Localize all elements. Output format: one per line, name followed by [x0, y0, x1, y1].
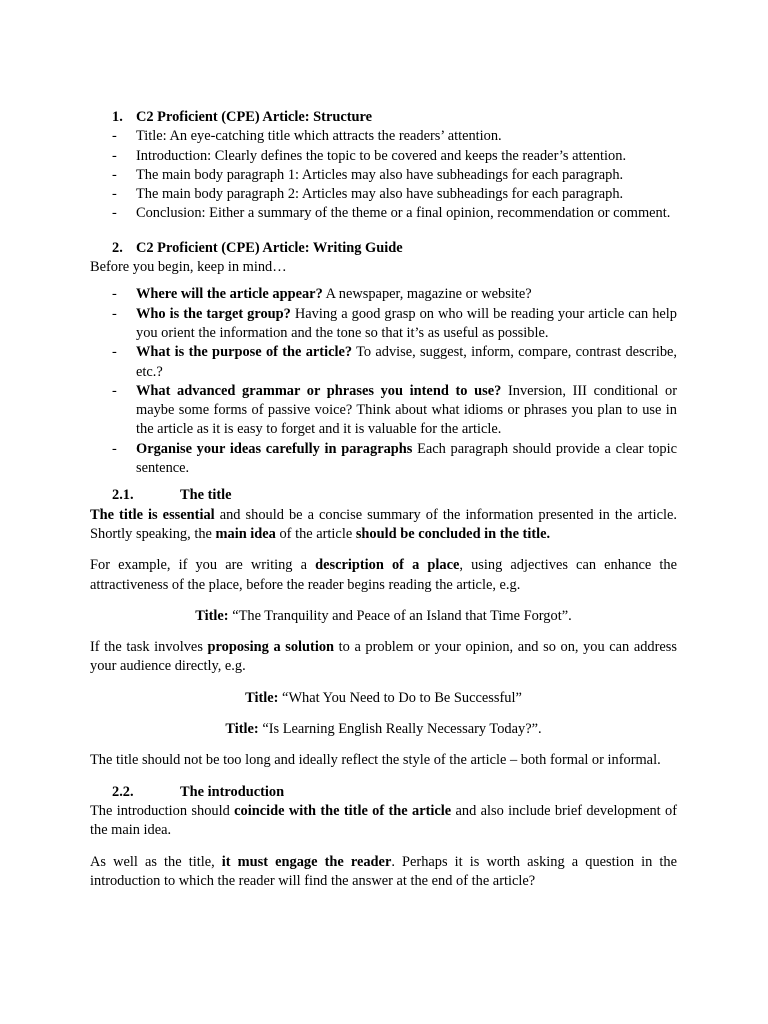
bullet: -: [112, 382, 117, 399]
structure-list: [90, 127, 677, 223]
list-item: - Where will the article appear? A newspaper, magazine or website?: [90, 285, 677, 304]
example-title: Title: “What You Need to Do to Be Successful”: [245, 689, 522, 706]
list-item: - Organise your ideas carefully in paragraphs Each paragraph should provide a clear topic sentence.: [90, 440, 677, 479]
subsection-number: 2.2.: [112, 783, 134, 800]
list-item: - What advanced grammar or phrases you intend to use? Inversion, III conditional or maybe some forms of passive voice? Think about what idioms or phrases you plan to use in the article as it is easy to forget and it is valuable for the article.: [90, 382, 677, 440]
section-title: C2 Proficient (CPE) Article: Structure: [136, 109, 373, 125]
list-item: - The main body paragraph 1: Articles may also have subheadings for each paragraph.: [90, 166, 677, 185]
bullet: -: [112, 440, 117, 457]
paragraph: As well as the title, it must engage the reader. Perhaps it is worth asking a question in the introduction to which the reader will find the answer at the end of the article?: [90, 853, 677, 889]
writing-guide-list: [90, 285, 677, 478]
list-item: - The main body paragraph 2: Articles may also have subheadings for each paragraph.: [90, 185, 677, 204]
bullet: -: [112, 344, 117, 361]
paragraph: For example, if you are writing a description of a place, using adjectives can enhance the attractiveness of the place, before the reader begins reading the article, e.g.: [90, 557, 677, 593]
list-item: - Conclusion: Either a summary of the theme or a final opinion, recommendation or comment.: [90, 204, 677, 223]
subsection-title: The introduction: [180, 783, 285, 800]
section-intro: Before you begin, keep in mind…: [90, 259, 287, 276]
subsection-title: The title: [180, 487, 232, 504]
list-item: - What is the purpose of the article? To advise, suggest, inform, compare, contrast describe, etc.?: [90, 343, 677, 382]
bullet: -: [112, 166, 117, 183]
example-title: Title: “Is Learning English Really Necessary Today?”.: [225, 721, 542, 738]
list-item: - Who is the target group? Having a good grasp on who will be reading your article can help you orient the information and the tone so that it’s as useful as possible.: [90, 305, 677, 344]
bullet: -: [112, 128, 117, 145]
example-title: Title: “The Tranquility and Peace of an Island that Time Forgot”.: [195, 607, 572, 624]
document-page: [90, 108, 677, 891]
bullet: -: [112, 186, 117, 203]
section-title: C2 Proficient (CPE) Article: Writing Guide: [136, 239, 403, 256]
paragraph: The title should not be too long and ideally reflect the style of the article – both formal or informal.: [90, 752, 661, 769]
paragraph: The introduction should coincide with the title of the article and also include brief development of the main idea.: [90, 802, 677, 839]
section-2-heading: [90, 239, 677, 258]
paragraph: The title is essential and should be a concise summary of the information presented in the article. Shortly speaking, the main idea of the article should be concluded in the title.: [90, 506, 678, 542]
paragraph: If the task involves proposing a solution to a problem or your opinion, and so on, you can address your audience directly, e.g.: [90, 639, 678, 675]
bullet: -: [112, 305, 117, 322]
list-item: - Introduction: Clearly defines the topic to be covered and keeps the reader’s attention.: [90, 147, 677, 166]
bullet: -: [112, 147, 117, 164]
section-1-heading: [90, 108, 677, 127]
subsection-2-2-heading: [90, 783, 677, 802]
bullet: -: [112, 205, 117, 222]
section-number: 1.: [112, 109, 123, 125]
section-number: 2.: [112, 239, 123, 256]
bullet: -: [112, 286, 117, 303]
subsection-number: 2.1.: [112, 487, 134, 504]
subsection-2-1-heading: [90, 486, 677, 505]
list-item: - Title: An eye-catching title which attracts the readers’ attention.: [90, 127, 677, 146]
